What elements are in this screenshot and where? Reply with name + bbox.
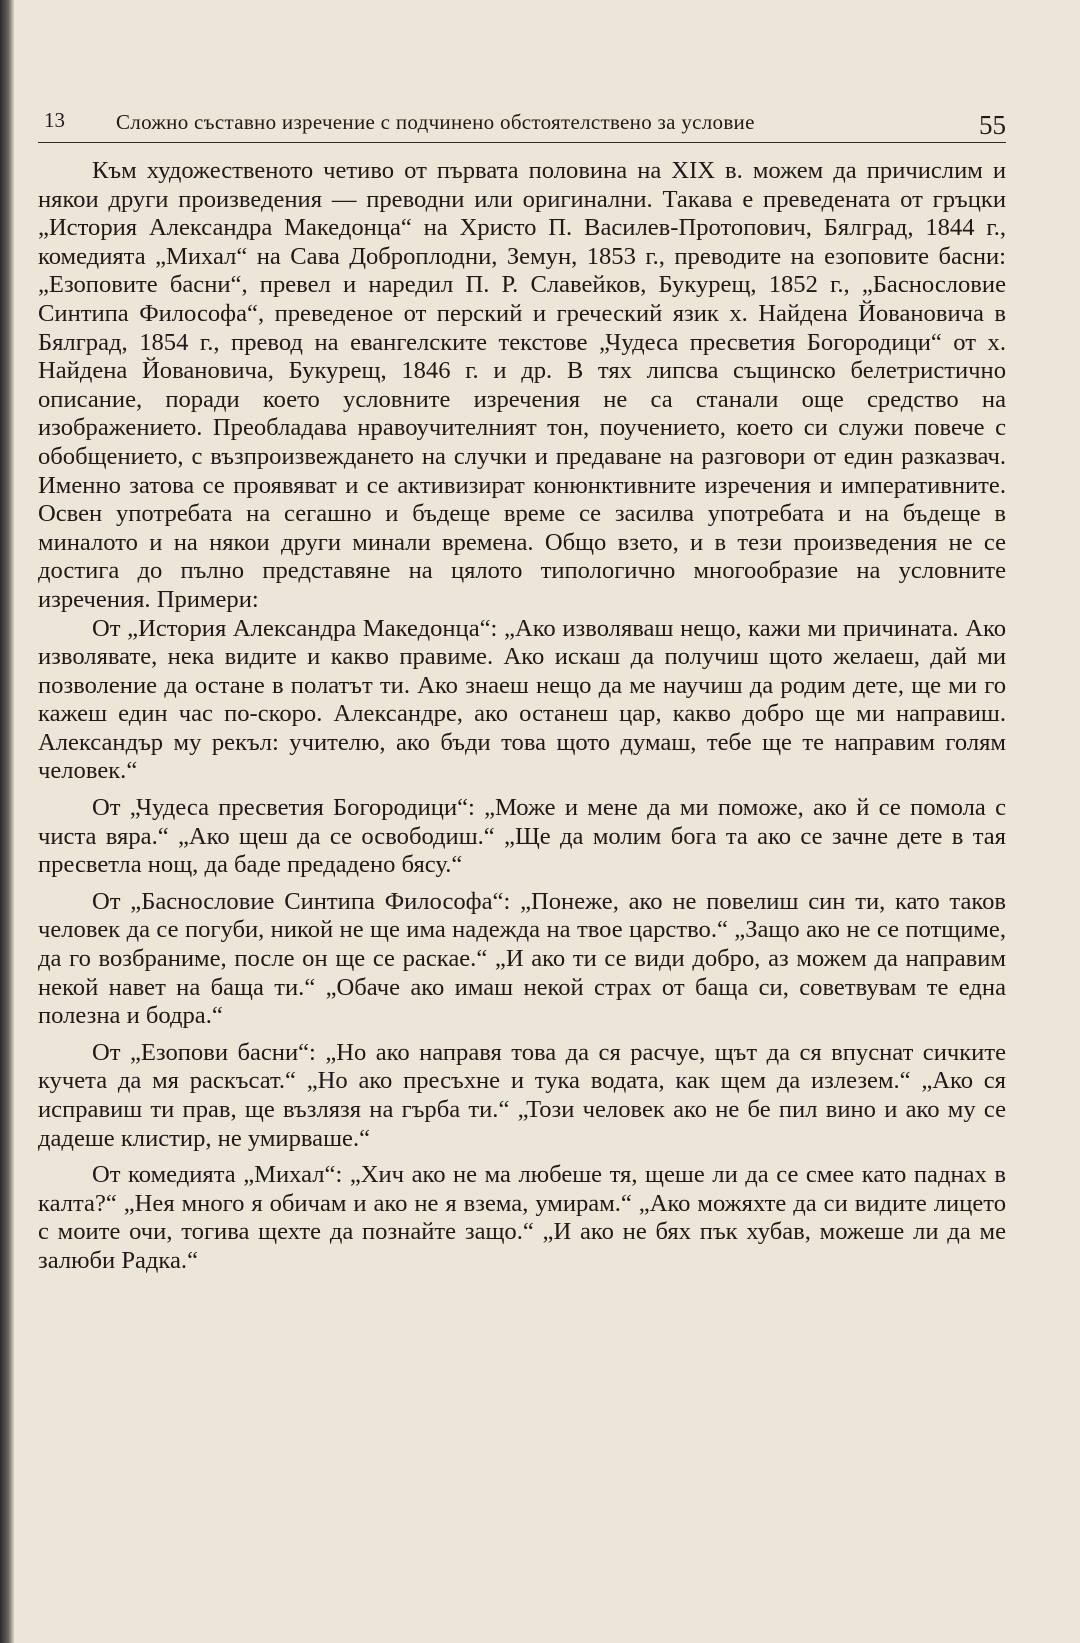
paragraph-intro: Към художественото четиво от първата половина на XIX в. можем да причислим и някои други произведения — преводни или оригинални. Такава е преведената от гръцки „История Александра Македонца“ на Христо П. Василев-Протопович, Бялград, 1844 г., комедията „Михал“ на Сава Доброплодни, Земун, 1853 г., преводите на езоповите басни: „Езоповите басни“, превел и наредил П. Р. Славейков, Букурещ, 1852 г., „Баснословие Синтипа Философа“, преведеное от перский и греческий язик х. Найдена Йовановича в Бялград, 1854 г., превод на евангелските текстове „Чудеса пресветия Богородици“ от х. Найдена Йовановича, Букурещ, 1846 г. и др. В тях липсва същинско белетристично описание, поради което условните изречения не са станали още средство на изображението. Преобладава нравоучителният тон, поучението, което си служи повече с обобщението, с възпроизвеждането на случки и предаване на разговори от един разказвач. Именно затова се проявяват и се активизират конюнктивните изречения и императивните. Освен употребата на сегашно и бъдеще време се засилва употребата и на бъдеще в миналото и на някои други минали времена. Общо взето, и в тези произведения не се достига до пълно представяне на цялото типологично многообразие на условните изречения. Примери: (38, 157, 1006, 613)
paragraph-example-alexander: От „История Александра Македонца“: „Ако изволяваш нещо, кажи ми причината. Ако изволявате, нека видите и какво правиме. Ако искаш да получиш щото желаеш, дай ми позволение да остане в полатът ти. Ако знаеш нещо да ме научиш да родим дете, ще ми го кажеш един час по-скоро. Александре, ако останеш цар, какво добро ще ми направиш. Александър му рекъл: учителю, ако бъди това щото думаш, тебе ще те направим голям человек.“ (38, 614, 1006, 785)
book-page (38, 96, 1006, 1276)
chapter-number: 13 (44, 108, 65, 132)
page-number: 55 (979, 110, 1006, 140)
paragraph-example-miracles: От „Чудеса пресветия Богородици“: „Може и мене да ми поможе, ако й се помола с чиста вяра.“ „Ако щеш да се освободиш.“ „Ще да молим бога та ако се зачне дете в тая пресветла нощ, да баде предадено бясу.“ (38, 794, 1006, 879)
book-spine-shadow (0, 0, 14, 1643)
paragraph-example-syntipas: От „Баснословие Синтипа Философа“: „Понеже, ако не повелиш син ти, като таков человек да се погуби, никой не ще има надежда на твое царство.“ „Защо ако не се потщиме, да го возбраниме, после он ще се раскае.“ „И ако ти се види добро, аз можем да направим некой навет на баща ти.“ „Обаче ако имаш некой страх от баща си, советвувам те една полезна и бодра.“ (38, 887, 1006, 1030)
running-header (38, 96, 1006, 143)
paragraph-example-aesop: От „Езопови басни“: „Но ако направя това да ся расчуе, щът да ся впуснат сичките кучета да мя раскъсат.“ „Но ако пресъхне и тука водата, как щем да излезем.“ „Ако ся исправиш ти прав, ще възлязя на гърба ти.“ „Този человек ако не бе пил вино и ако му се дадеше клистир, не умирваше.“ (38, 1038, 1006, 1152)
paragraph-example-mihal: От комедията „Михал“: „Хич ако не ма любеше тя, щеше ли да се смее като паднах в калта?“ „Нея много я обичам и ако не я взема, умирам.“ „Ако можяхте да си видите лицето с моите очи, тогива щехте да познайте защо.“ „И ако не бях пък хубав, можеше ли да ме залюби Радка.“ (38, 1161, 1006, 1274)
running-title: Сложно съставно изречение с подчинено обстоятелствено за условие (116, 110, 755, 134)
